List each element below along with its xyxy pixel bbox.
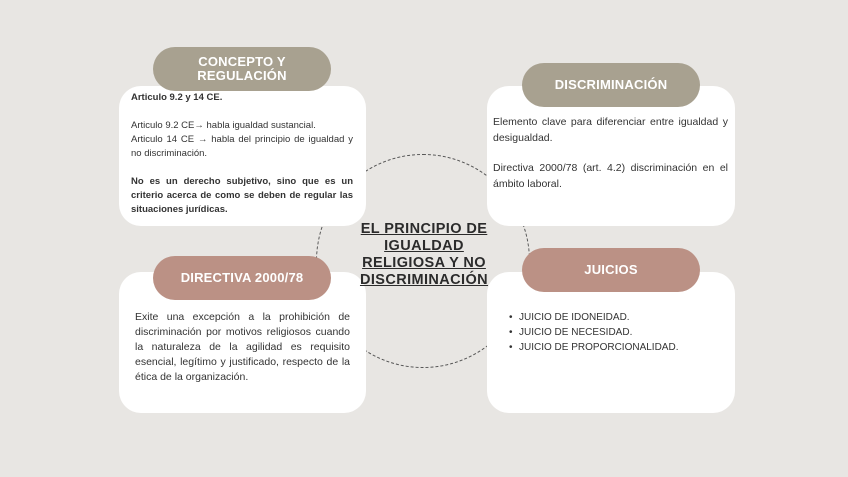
- concepto-line-2: Articulo 14 CE → habla del principio de igualdad y no discriminación.: [131, 134, 353, 159]
- discriminacion-para-2: Directiva 2000/78 (art. 4.2) discriminación en el ámbito laboral.: [493, 162, 728, 190]
- concepto-card: [119, 86, 366, 226]
- juicios-list: [509, 310, 723, 355]
- discriminacion-card: [487, 86, 735, 226]
- discriminacion-para-1: Elemento clave para diferenciar entre igualdad y desigualdad.: [493, 116, 728, 144]
- directiva-title-pill: DIRECTIVA 2000/78: [153, 256, 331, 300]
- juicios-title-pill: JUICIOS: [522, 248, 700, 292]
- juicios-item: • JUICIO DE IDONEIDAD.: [509, 310, 723, 325]
- concepto-line-1: Articulo 9.2 CE→ habla igualdad sustancial.: [131, 120, 316, 131]
- directiva-text: Exite una excepción a la prohibición de discriminación por motivos religiosos cuando la naturaleza de la agilidad es requisito esencial, legítimo y justificado, respecto de la ética de la organización.: [135, 311, 350, 383]
- concepto-title-pill: CONCEPTO Y REGULACIÓN: [153, 47, 331, 91]
- discriminacion-title-pill: DISCRIMINACIÓN: [522, 63, 700, 107]
- juicios-item: • JUICIO DE NECESIDAD.: [509, 325, 723, 340]
- concepto-heading: Articulo 9.2 y 14 CE.: [131, 92, 223, 103]
- center-title: EL PRINCIPIO DE IGUALDAD RELIGIOSA Y NO DISCRIMINACIÓN: [359, 221, 489, 288]
- juicios-card: [487, 272, 735, 413]
- juicios-item: • JUICIO DE PROPORCIONALIDAD.: [509, 340, 723, 355]
- concepto-bold-note: No es un derecho subjetivo, sino que es un criterio acerca de como se deben de regular las situaciones jurídicas.: [131, 176, 353, 215]
